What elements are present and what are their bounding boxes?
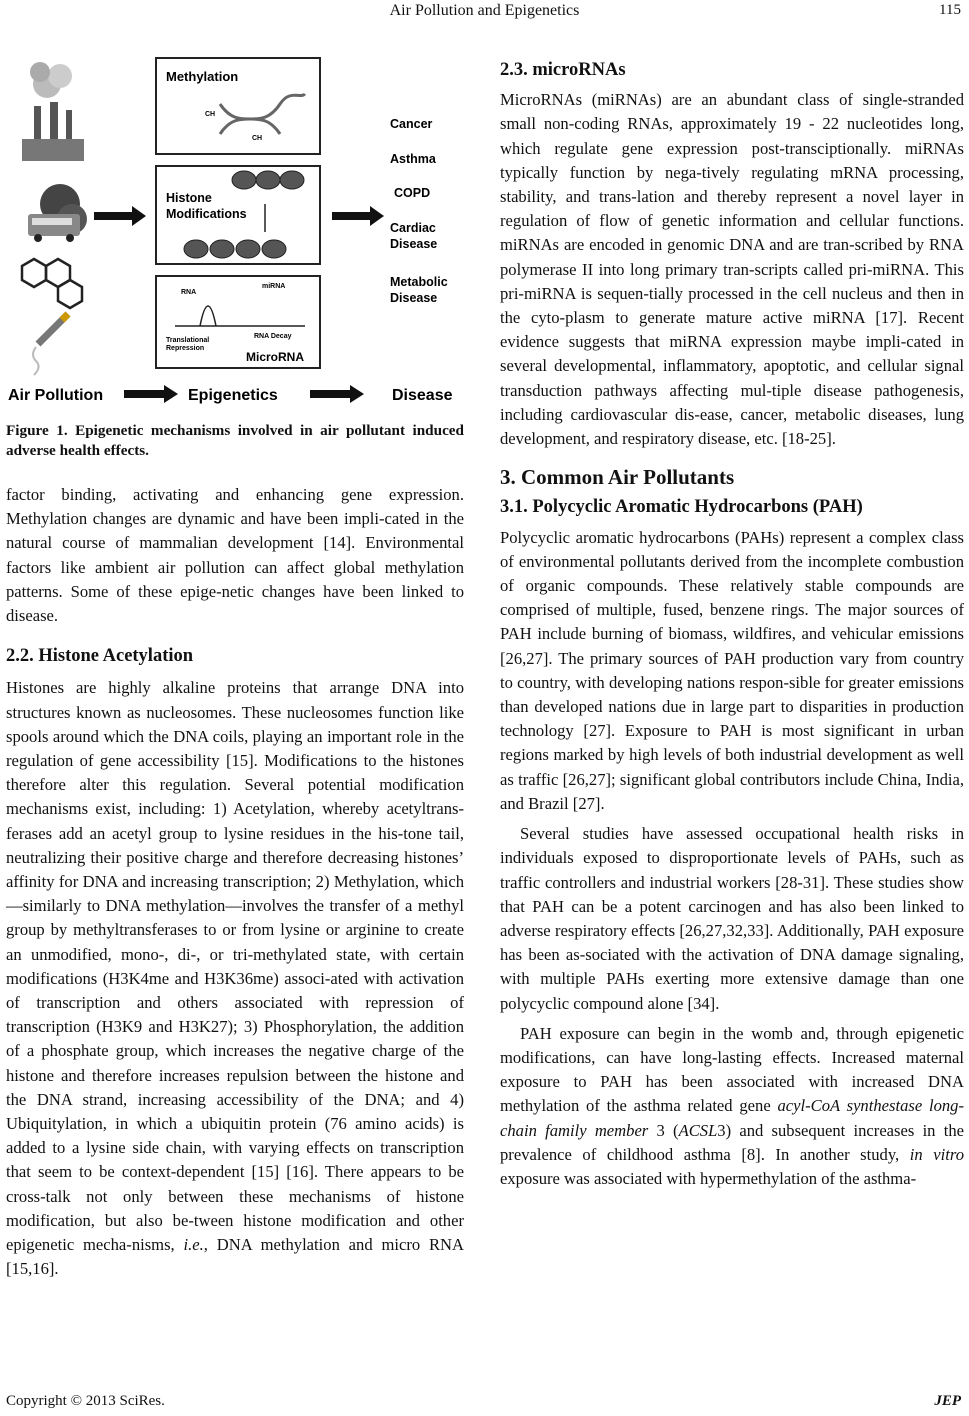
- journal-name: JEP: [934, 1393, 961, 1409]
- disease-metabolic: Metabolic: [390, 275, 448, 289]
- italic-text: i.e.: [183, 1235, 204, 1255]
- disease-cardiac-2: Disease: [390, 237, 438, 251]
- histone-label: Histone: [166, 191, 212, 205]
- paragraph: MicroRNAs (miRNAs) are an abundant class of single-stranded small non-coding RNAs, approximately 19 - 22 nucleotides long, which regulate gene expression post-transciptionally. miRNAs typically function by nega-tively regulating mRNA processing, stability, and trans-lation and thereby represent a novel layer in regulation of flow of genetic information and cellular functions. miRNAs are encoded in genomic DNA and are tran-scribed by RNA polymerase II into long primary tran-scripts called pri-miRNA. This pri-miRNA is sequen-tially processed in the cell nucleus and then in the cyto-plasm to generate mature active miRNA [17]. Recent evidence suggests that miRNA expression maybe impli-cated in several developmental, inflammatory, apoptotic, and cellular signal transduction pathways affecting mul-tiple disease pathogenesis, including cardiovascular dis-ease, cancer, metabolic diseases, lung development, and respiratory disease, etc. [18-25].: [500, 90, 964, 449]
- repression-label: Repression: [166, 345, 205, 352]
- air-pollution-label: Air Pollution: [8, 387, 104, 404]
- smoke-icon: [30, 62, 72, 98]
- tree-bus-icon: [28, 184, 87, 242]
- cigarette-icon: [33, 314, 68, 375]
- paragraph: PAH exposure can begin in the womb and, through epigenetic modifications, can have long-lasting effects. Increased maternal exposure to PAH has been associated with increased DNA methylation of the asthma related gene acyl-CoA synthestase long-chain family member 3 (ACSL3) and subsequent increases in the prevalence of childhood asthma [8]. In another study, in vitro exposure was associated with hypermethylation of the asthma-: [500, 1023, 965, 1188]
- translational-label: Translational: [166, 337, 210, 344]
- running-title: Air Pollution and Epigenetics: [389, 2, 580, 19]
- paragraph: factor binding, activating and enhancing gene expression. Methylation changes are dynamic and have been impli-cated in the natural course of mammalian development [14]. Environmental factors like ambient air pollution can affect global methylation patterns. Some of these epige-netic changes have been linked to disease.: [6, 485, 464, 626]
- paragraph: Several studies have assessed occupational health risks in individuals exposed to disproportionate levels of PAHs, such as traffic controllers and industrial workers [28-31]. These studies show that PAH can be a potent carcinogen and has also been linked to adverse respiratory effects [26,27,32,33]. Additionally, PAH exposure has been as-sociated with the activation of DNA damage signaling, with multiple PAHs exerting more extensive damage than one polycyclic compound alone [34].: [500, 824, 964, 1013]
- methylation-label: Methylation: [166, 69, 239, 84]
- rna-label: RNA: [181, 289, 197, 296]
- ch3-top-label: CH: [205, 111, 216, 118]
- modifications-label: Modifications: [166, 207, 247, 221]
- disease-metabolic-2: Disease: [390, 291, 438, 305]
- figure-caption: Figure 1. Epigenetic mechanisms involved in air pollutant induced adverse health effects.: [6, 422, 464, 459]
- disease-asthma: Asthma: [390, 152, 436, 166]
- paragraph: Histones are highly alkaline proteins that arrange DNA into structures known as nucleosomes. These nucleosomes function like spools around which the DNA coils, playing an important role in the regulation of gene accessibility [15]. Modifications to the histones therefore alter this regulation. Several potential modification mechanisms exist, including: 1) Acetylation, whereby acetyltrans-ferases add an acetyl group to lysine residues in the his-tone tail, neutralizing their positive charge and therefore decreasing histones’ affinity for DNA and increasing transcription; 2) Methylation, which—similarly to DNA methylation—involves the transfer of a methyl group by methyltransferases to or from lysine or arginine to create an unmodified, mono-, di-, or tri-methylated state, with certain modifications (H3K4me and H3K36me) associ-ated with activation of transcription and others associated with repression of transcription (H3K9 and H3K27); 3) Phosphorylation, the addition of a phosphate group, which increases the negative charge of the histone and therefore increases repulsion between the histone and the DNA strand, increasing accessibility of the DNA; and 4) Ubiquitylation, in which a ubiquitin protein (76 amino acids) is added to a lysine side chain, with varying effects on transcription that seem to be context-dependent [15] [16]. There appears to be cross-talk not only between these mechanisms of histone modification, but also be-tween histone modification and other epigenetic mecha-nisms, i.e., DNA methylation and micro RNA [15,16].: [6, 678, 464, 1279]
- pah-molecule-icon: [22, 259, 82, 308]
- mirna-label: miRNA: [262, 283, 286, 290]
- right-column: [500, 58, 964, 1191]
- disease-cardiac: Cardiac: [390, 221, 436, 235]
- disease-cancer: Cancer: [390, 117, 433, 131]
- section-heading: 2.3. microRNAs: [500, 60, 626, 80]
- disease-copd: COPD: [394, 186, 431, 200]
- ch3-bottom-label: CH: [252, 135, 263, 142]
- paragraph: Polycyclic aromatic hydrocarbons (PAHs) represent a complex class of environmental pollutants derived from the incomplete combustion of organic compounds. These relatively stable compounds are comprised of multiple, fused, benzene rings. The major sources of PAH include burning of biomass, wildfires, and vehicular emissions [26,27]. The primary sources of PAH production vary from country to country, with developing nations respon-sible for greater emissions than developed nations due in large part to disparities in production technology [27]. Exposure to PAH is most significant in urban regions marked by high levels of both industrial development as well as traffic [26,27]; significant global contributors include China, India, and Brazil [27].: [500, 527, 964, 813]
- copyright: Copyright © 2013 SciRes.: [6, 1393, 165, 1409]
- section-heading: 3. Common Air Pollutants: [500, 465, 735, 490]
- epigenetics-label: Epigenetics: [188, 387, 278, 404]
- left-column: [6, 483, 464, 1282]
- section-heading: 2.2. Histone Acetylation: [6, 646, 194, 667]
- subsection-heading: 3.1. Polycyclic Aromatic Hydrocarbons (PAH): [500, 497, 863, 518]
- disease-label: Disease: [392, 387, 453, 404]
- page-number: 115: [939, 2, 961, 18]
- rna-decay-label: RNA Decay: [254, 333, 292, 340]
- microrna-label: MicroRNA: [246, 350, 305, 364]
- factory-icon: [22, 102, 84, 161]
- figure-1: [0, 44, 470, 416]
